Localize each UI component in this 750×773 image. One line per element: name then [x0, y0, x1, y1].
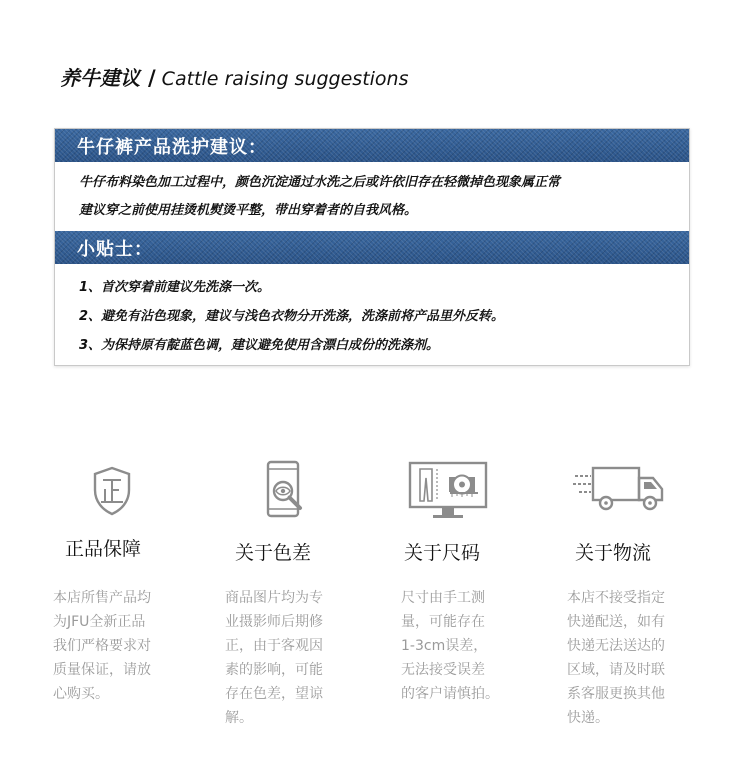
feature-title: 正品保障 [65, 538, 142, 560]
monitor-tape-measure-icon [404, 460, 494, 522]
desc-line: 无法接受误差 [401, 662, 485, 678]
desc-line: 本店所售产品均 [53, 590, 151, 606]
shield-zheng-icon [87, 460, 137, 522]
desc-line: 为JFU全新正品 [53, 614, 146, 630]
desc-line: 我们严格要求对 [53, 638, 151, 654]
section-heading [60, 62, 409, 92]
desc-line: 素的影响，可能 [225, 662, 323, 678]
desc-line: 系客服更换其他 [567, 686, 665, 702]
feature-description [53, 586, 185, 706]
desc-line: 业摄影师后期修 [225, 614, 323, 630]
feature-title: 关于物流 [575, 542, 652, 564]
desc-line: 快递配送，如有 [567, 614, 665, 630]
desc-line: 尺寸由手工测 [401, 590, 485, 606]
care-title: 牛仔裤产品洗护建议： [77, 137, 267, 158]
desc-line: 量，可能存在 [401, 614, 485, 630]
tips-title: 小贴士： [77, 239, 153, 260]
desc-line: 存在色差，望谅 [225, 686, 323, 702]
feature-title: 关于尺码 [404, 542, 481, 564]
desc-line: 解。 [225, 710, 253, 726]
desc-line: 正，由于客观因 [225, 638, 323, 654]
desc-line: 本店不接受指定 [567, 590, 665, 606]
desc-line: 商品图片均为专 [225, 590, 323, 606]
heading-english: Cattle raising suggestions [161, 68, 409, 90]
phone-eye-magnifier-icon [261, 460, 311, 522]
desc-line: 快递无法送达的 [567, 638, 665, 654]
tip-item: 2、避免有沾色现象，建议与浅色衣物分开洗涤，洗涤前将产品里外反转。 [79, 309, 505, 324]
feature-description [401, 586, 519, 706]
desc-line: 的客户请慎拍。 [401, 686, 499, 702]
feature-title: 关于色差 [235, 542, 312, 564]
care-line: 建议穿之前使用挂烫机熨烫平整，带出穿着者的自我风格。 [79, 203, 418, 218]
heading-chinese: 养牛建议 [60, 66, 140, 90]
desc-line: 1-3cm误差， [401, 638, 488, 654]
care-instructions-box [54, 128, 690, 366]
tips-list [79, 273, 504, 360]
denim-tips-band [55, 231, 689, 264]
feature-description [225, 586, 357, 730]
desc-line: 质量保证，请放 [53, 662, 151, 678]
feature-description [567, 586, 699, 730]
tip-item: 1、首次穿着前建议先洗涤一次。 [79, 280, 271, 295]
desc-line: 快递。 [567, 710, 609, 726]
heading-slash: / [148, 66, 156, 90]
desc-line: 区域，请及时联 [567, 662, 665, 678]
care-line: 牛仔布料染色加工过程中，颜色沉淀通过水洗之后或许依旧存在轻微掉色现象属正常 [79, 175, 561, 190]
care-text [79, 169, 560, 225]
desc-line: 心购买。 [53, 686, 109, 702]
denim-title-band [55, 129, 689, 162]
tip-item: 3、为保持原有靛蓝色调，建议避免使用含漂白成份的洗涤剂。 [79, 338, 440, 353]
delivery-truck-icon [571, 460, 671, 522]
